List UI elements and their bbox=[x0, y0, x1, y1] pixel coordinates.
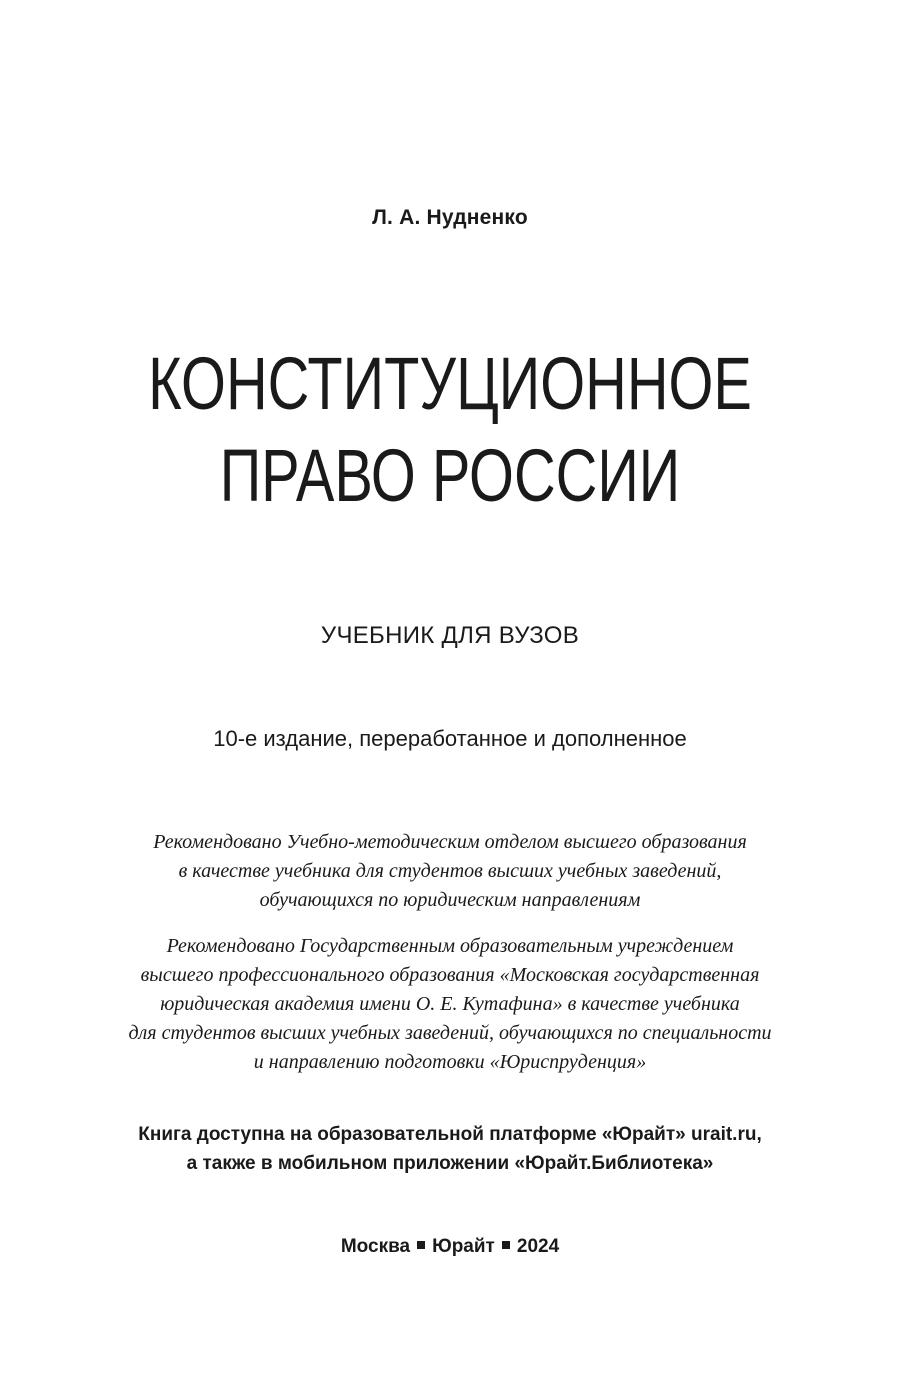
recommendation-1-line: Рекомендовано Учебно-методическим отделом высшего образования bbox=[153, 831, 747, 853]
platform-note-line: а также в мобильном приложении «Юрайт.Библиотека» bbox=[186, 1153, 714, 1174]
imprint-city: Москва bbox=[340, 1236, 411, 1257]
book-title bbox=[0, 338, 900, 522]
recommendation-2-line: Рекомендовано Государственным образовательным учреждением bbox=[166, 935, 734, 957]
imprint-publisher: Юрайт bbox=[432, 1236, 495, 1257]
author-name: Л. А. Нудненко bbox=[372, 206, 528, 229]
recommendation-1-line: обучающихся по юридическим направлениям bbox=[259, 889, 641, 911]
recommendation-2-line: и направлению подготовки «Юриспруденция» bbox=[253, 1051, 647, 1073]
recommendation-2-line: юридическая академия имени О. Е. Кутафина» в качестве учебника bbox=[160, 993, 740, 1015]
platform-availability-note bbox=[0, 1120, 900, 1178]
square-bullet-icon bbox=[417, 1241, 425, 1249]
recommendation-2-line: высшего профессионального образования «Московская государственная bbox=[140, 964, 760, 986]
recommendation-2-line: для студентов высших учебных заведений, обучающихся по специальности bbox=[128, 1022, 772, 1044]
book-title-line-2: ПРАВО РОССИИ bbox=[219, 434, 681, 517]
book-subtitle: УЧЕБНИК ДЛЯ ВУЗОВ bbox=[320, 622, 580, 649]
platform-note-line: Книга доступна на образовательной платформе «Юрайт» urait.ru, bbox=[138, 1124, 762, 1145]
imprint-year: 2024 bbox=[516, 1236, 560, 1257]
edition-note: 10-е издание, переработанное и дополненное bbox=[213, 726, 687, 751]
recommendation-1-line: в качестве учебника для студентов высших учебных заведений, bbox=[178, 860, 722, 882]
imprint bbox=[0, 1236, 900, 1258]
book-title-line-1: КОНСТИТУЦИОННОЕ bbox=[148, 342, 752, 425]
recommendation-block-2 bbox=[0, 932, 900, 1077]
square-bullet-icon bbox=[502, 1241, 510, 1249]
recommendation-block-1 bbox=[0, 828, 900, 915]
